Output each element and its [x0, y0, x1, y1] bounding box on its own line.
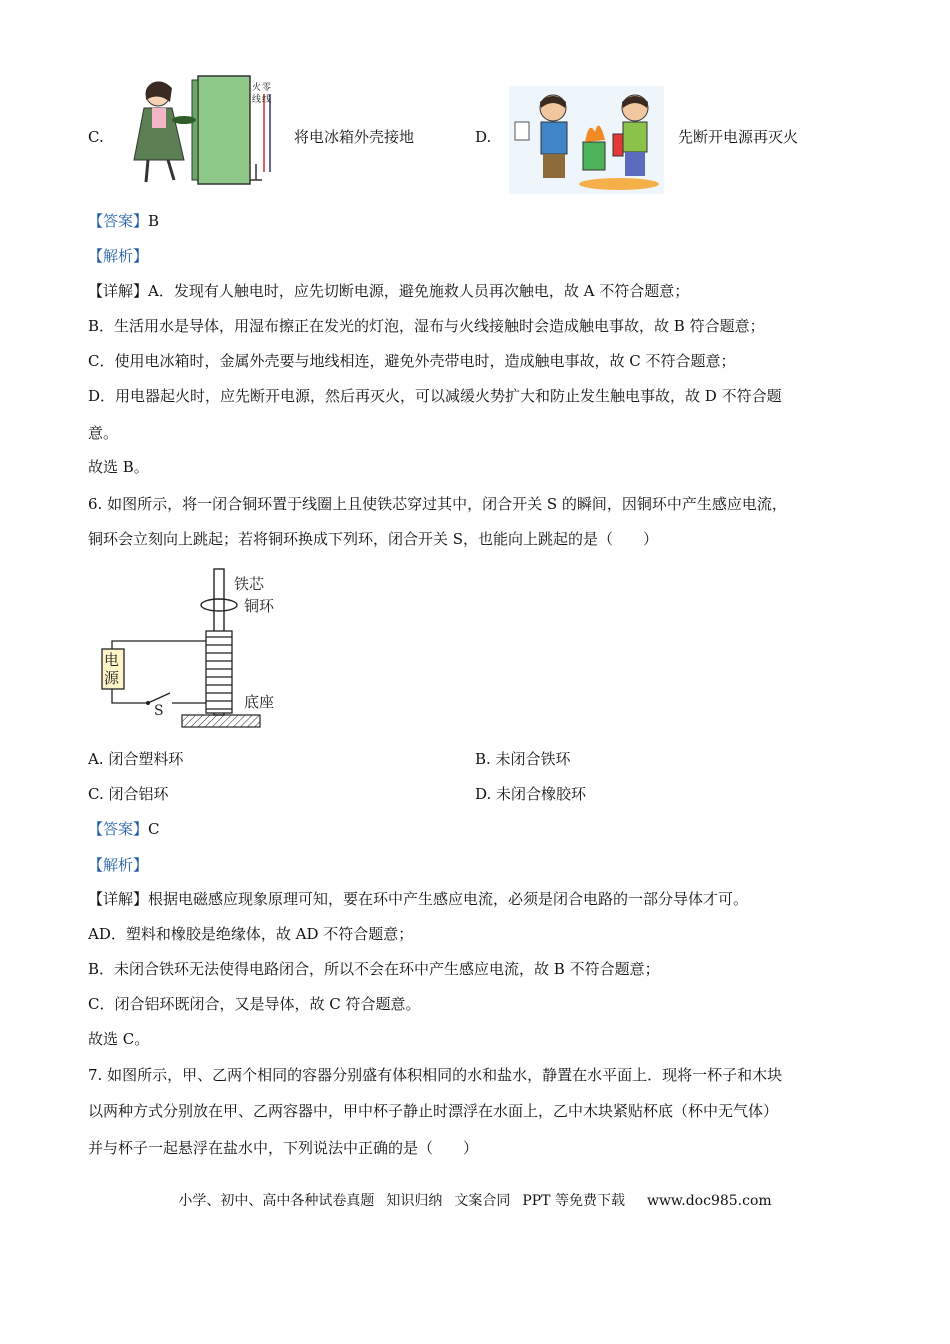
- fig-text-xian2: 线: [262, 95, 272, 105]
- option-d-text: 先断开电源再灭火: [678, 128, 799, 146]
- footer-text-1: 小学、初中、高中各种试卷真题: [178, 1193, 375, 1209]
- option-c-label: C.: [88, 128, 104, 146]
- power-label-2: 源: [104, 669, 120, 687]
- power-label-1: 电: [104, 651, 120, 669]
- q6-detail-line-2: AD．塑料和橡胶是绝缘体，故 AD 不符合题意；: [88, 925, 414, 943]
- wire-bottom-left: [112, 689, 146, 703]
- q6-stem-line-1: 6. 如图所示，将一闭合铜环置于线圈上且使铁芯穿过其中，闭合开关 S 的瞬间，因铜环中产生感应电流，: [88, 495, 787, 513]
- q6-detail-line-4: C．闭合铝环既闭合，又是导体，故 C 符合题意。: [88, 995, 421, 1013]
- q6-detail-first: 根据电磁感应现象原理可知，要在环中产生感应电流，必须是闭合电路的一部分导体才可。: [148, 890, 749, 908]
- q5-analysis-line: [88, 245, 862, 267]
- q6-option-c: C. 闭合铝环: [88, 785, 169, 803]
- q6-answer-line: [88, 818, 862, 840]
- ground-patch: [579, 178, 659, 190]
- coil: [206, 631, 232, 713]
- q5-analysis-tag: 【解析】: [88, 247, 149, 265]
- q5-detail-line-a: [88, 280, 862, 302]
- q6-detail-line-1: [88, 888, 862, 910]
- q6-option-b: B. 未闭合铁环: [475, 750, 571, 768]
- boy1-shirt: [541, 122, 567, 154]
- q5-detail-tag: 【详解】: [88, 282, 149, 300]
- wall-socket: [515, 122, 529, 140]
- footer-text-3: 文案合同: [454, 1193, 511, 1209]
- ring-label: 铜环: [244, 597, 275, 615]
- base-label: 底座: [244, 693, 275, 711]
- q6-conclusion: 故选 C。: [88, 1030, 150, 1048]
- girl-shirt: [152, 108, 166, 128]
- q6-analysis-tag: 【解析】: [88, 856, 149, 874]
- fridge-door: [192, 80, 198, 180]
- q6-detail-line-3: B．未闭合铁环无法使得电路闭合，所以不会在环中产生感应电流，故 B 不符合题意；: [88, 960, 660, 978]
- q5-detail-text-a: A．发现有人触电时，应先切断电源，避免施救人员再次触电，故 A 不符合题意；: [148, 282, 690, 300]
- q5-answer-line: [88, 210, 862, 232]
- q5-conclusion: 故选 B。: [88, 458, 149, 476]
- q5-detail-line-d: D．用电器起火时，应先断开电源，然后再灭火，可以减缓火势扩大和防止发生触电事故，故 D 不符合题: [88, 387, 782, 405]
- option-d-label: D.: [475, 128, 492, 146]
- fire-safety-illustration: [509, 86, 664, 194]
- q7-stem-line-1: 7. 如图所示，甲、乙两个相同的容器分别盛有体积相同的水和盐水，静置在水平面上．现将一杯子和木块: [88, 1066, 783, 1084]
- appliance: [583, 142, 605, 170]
- fig-text-ling: 零: [262, 83, 272, 93]
- q5-answer-tag: 【答案】: [88, 212, 149, 230]
- fridge-body: [198, 76, 250, 184]
- switch-label: S: [154, 703, 164, 719]
- wire-top: [112, 641, 206, 649]
- q5-detail-line-d-cont: 意。: [88, 424, 119, 442]
- base-plate: [182, 715, 260, 727]
- fire-extinguisher: [613, 134, 623, 156]
- q7-stem-line-2: 以两种方式分别放在甲、乙两容器中，甲中杯子静止时漂浮在水面上，乙中木块紧贴杯底（杯中无气体）: [88, 1102, 779, 1120]
- page-footer: [0, 1190, 950, 1212]
- q5-detail-line-b: B．生活用水是导体，用湿布擦正在发光的灯泡，湿布与火线接触时会造成触电事故，故 B 符合题意；: [88, 317, 765, 335]
- q6-stem-line-2: 铜环会立刻向上跳起；若将铜环换成下列环，闭合开关 S，也能向上跳起的是（ ）: [88, 530, 659, 548]
- q6-answer-value: C: [148, 820, 160, 838]
- core-label: 铁芯: [234, 575, 265, 593]
- electromagnet-figure: [98, 565, 298, 735]
- q6-answer-tag: 【答案】: [88, 820, 149, 838]
- girl-leg-right: [168, 160, 174, 180]
- footer-text-4: PPT 等免费下载: [522, 1193, 625, 1209]
- boy2-pants: [625, 152, 645, 176]
- fig-text-xian1: 线: [252, 95, 262, 105]
- fridge-grounding-illustration: [128, 72, 278, 190]
- switch-lever: [148, 693, 170, 703]
- girl-leg-left: [146, 160, 148, 182]
- option-c-text: 将电冰箱外壳接地: [294, 128, 415, 146]
- boy2-shirt: [623, 122, 647, 152]
- q6-detail-tag: 【详解】: [88, 890, 149, 908]
- fig-text-huo: 火: [252, 83, 262, 93]
- food-plate: [172, 116, 196, 124]
- q6-option-a: A. 闭合塑料环: [88, 750, 184, 768]
- q5-answer-value: B: [148, 212, 160, 230]
- q5-detail-line-c: C．使用电冰箱时，金属外壳要与地线相连，避免外壳带电时，造成触电事故，故 C 不符合题意；: [88, 352, 736, 370]
- q7-stem-line-3: 并与杯子一起悬浮在盐水中，下列说法中正确的是（ ）: [88, 1139, 479, 1157]
- footer-text-2: 知识归纳: [386, 1193, 443, 1209]
- q6-analysis-line: [88, 854, 862, 876]
- footer-site-link[interactable]: www.doc985.com: [646, 1193, 772, 1209]
- q6-option-d: D. 未闭合橡胶环: [475, 785, 587, 803]
- boy1-pants: [543, 154, 565, 178]
